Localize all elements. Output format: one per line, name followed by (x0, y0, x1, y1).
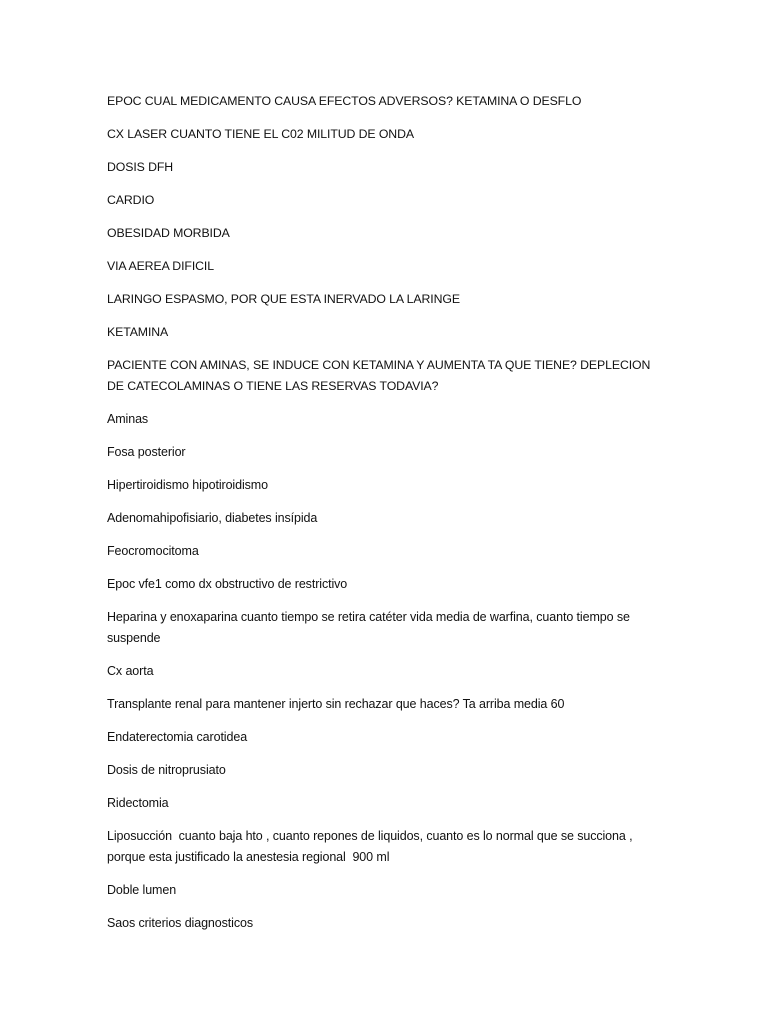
document-line: OBESIDAD MORBIDA (107, 226, 230, 240)
document-line: Aminas (107, 412, 149, 426)
document-line: PACIENTE CON AMINAS, SE INDUCE CON KETAMINA Y AUMENTA TA QUE TIENE? DEPLECION DE CATECOLAMINAS O TIENE LAS RESERVAS TODAVIA? (107, 358, 654, 393)
document-line: Cx aorta (107, 664, 154, 678)
document-line: Heparina y enoxaparina cuanto tiempo se retira catéter vida media de warfina, cuanto tiempo se suspende (107, 610, 634, 645)
document-body (107, 91, 667, 946)
document-line: Dosis de nitroprusiato (107, 763, 226, 777)
document-line: Adenomahipofisiario, diabetes insípida (107, 511, 318, 525)
document-line: CARDIO (107, 193, 155, 207)
document-line: LARINGO ESPASMO, POR QUE ESTA INERVADO LA LARINGE (107, 292, 460, 306)
document-line: Ridectomia (107, 796, 169, 810)
document-line: Feocromocitoma (107, 544, 199, 558)
document-line: Fosa posterior (107, 445, 186, 459)
document-line: KETAMINA (107, 325, 169, 339)
document-line: VIA AEREA DIFICIL (107, 259, 214, 273)
document-line: Hipertiroidismo hipotiroidismo (107, 478, 268, 492)
document-line: DOSIS DFH (107, 160, 174, 174)
document-line: Doble lumen (107, 883, 177, 897)
document-line: EPOC CUAL MEDICAMENTO CAUSA EFECTOS ADVERSOS? KETAMINA O DESFLO (107, 94, 582, 108)
document-line: Epoc vfe1 como dx obstructivo de restrictivo (107, 577, 348, 591)
document-line: Transplante renal para mantener injerto sin rechazar que haces? Ta arriba media 60 (107, 697, 565, 711)
document-line: Endaterectomia carotidea (107, 730, 248, 744)
document-line: Saos criterios diagnosticos (107, 916, 253, 930)
document-line: CX LASER CUANTO TIENE EL C02 MILITUD DE ONDA (107, 127, 414, 141)
document-line: Liposucción cuanto baja hto , cuanto repones de liquidos, cuanto es lo normal que se succiona , porque esta justificado la anestesia regional 900 ml (107, 829, 636, 864)
